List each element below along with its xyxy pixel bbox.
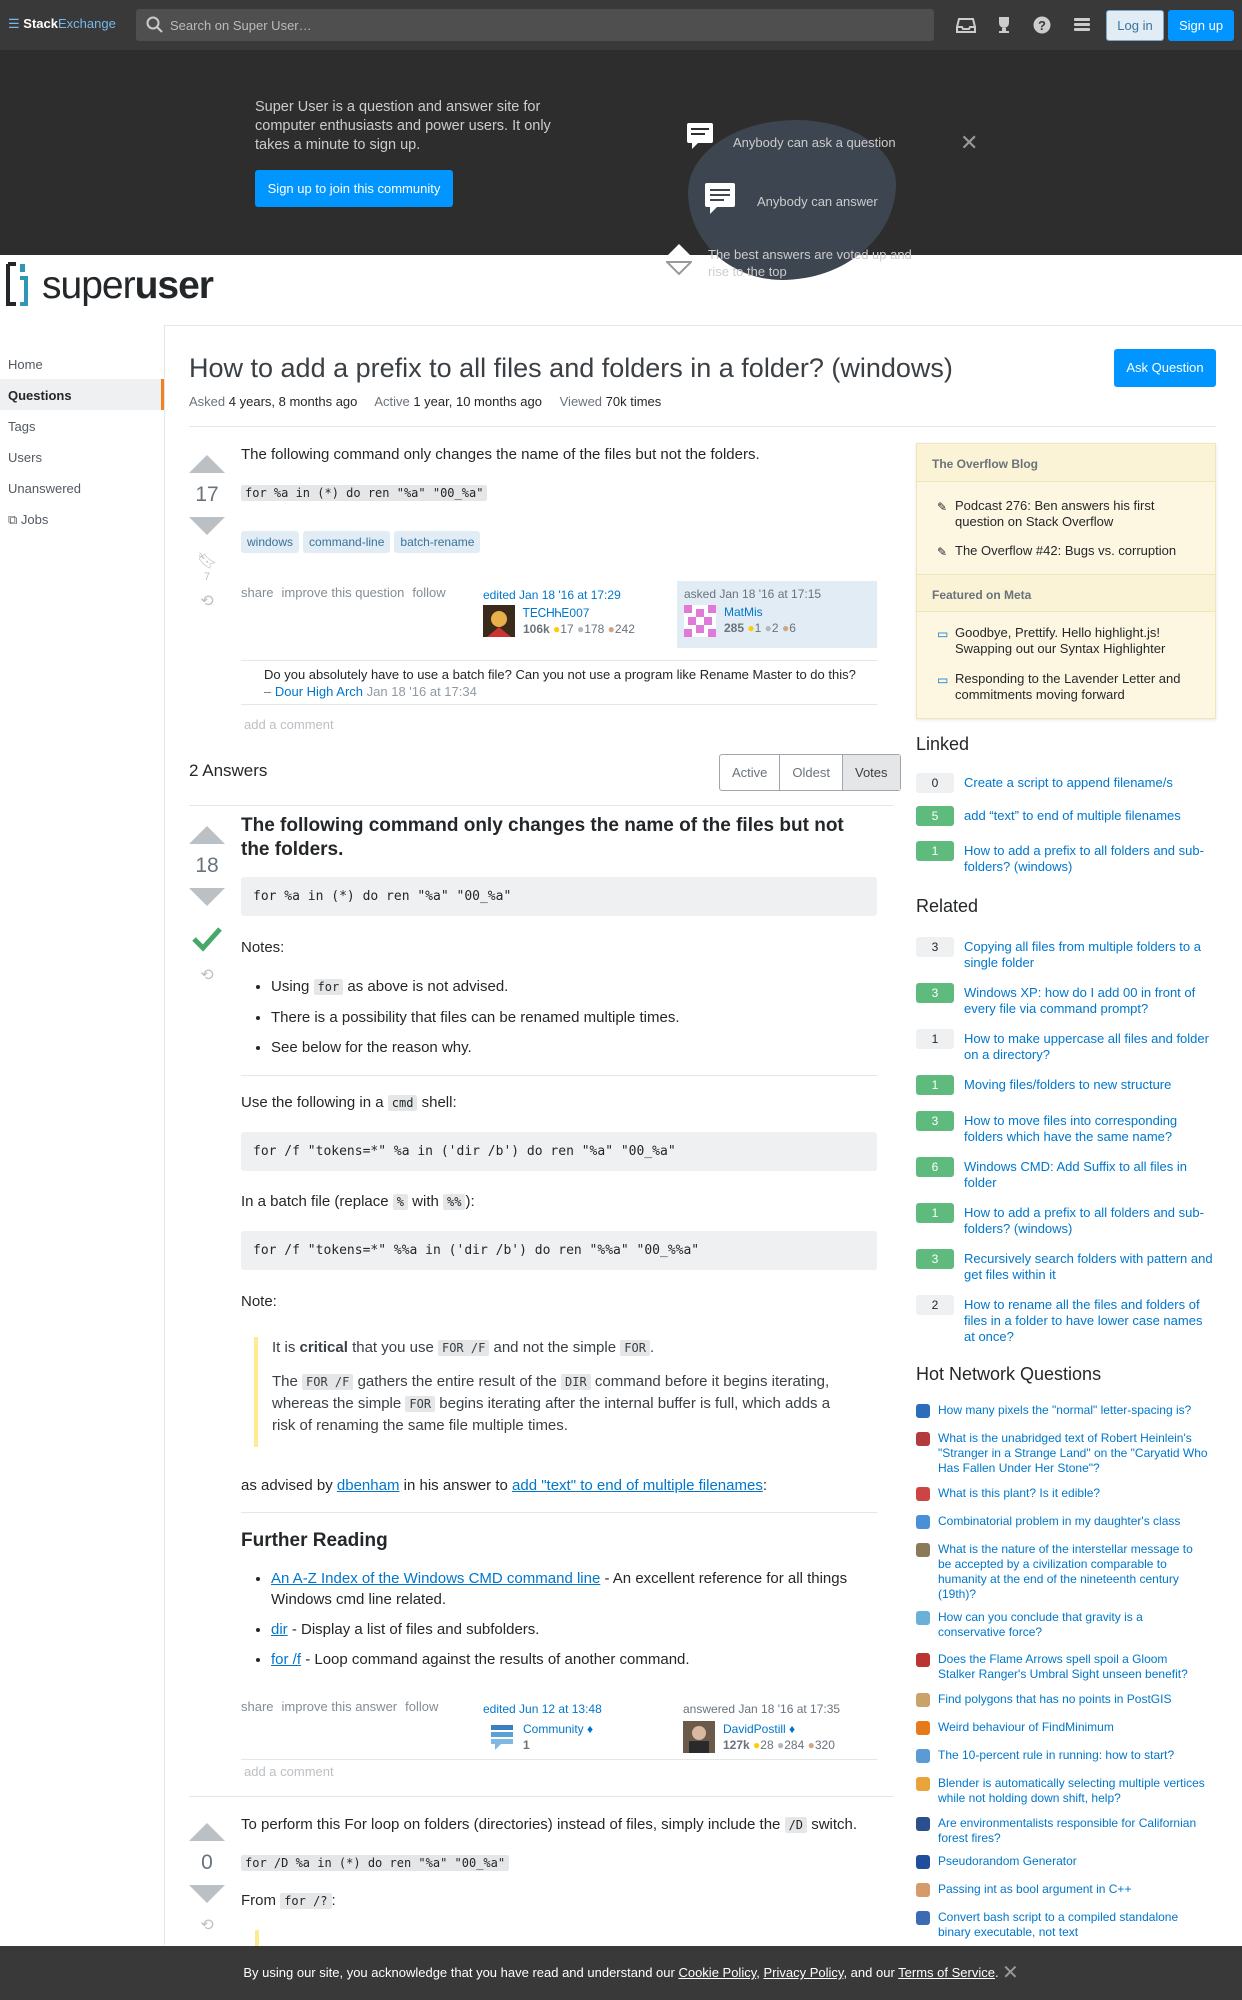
answer-heading: The following command only changes the name of the files but not the folders. [241,815,844,860]
cookie-policy-link[interactable]: Cookie Policy [678,1965,757,1980]
question-editor: edited Jan 18 '16 at 17:29 ᎢᎬᏟᎻᏂᎬ007 106k ●17 ●178 ●242 [483,588,635,636]
nav-tags[interactable]: Tags [8,419,36,434]
blog-header: The Overflow Blog [917,444,1215,482]
accepted-check-icon [192,926,222,952]
pencil-icon: ✎ [937,500,948,514]
site-icon [916,1653,930,1667]
downvote-button[interactable] [189,1885,225,1903]
help-icon[interactable] [1032,15,1052,35]
comment: Do you absolutely have to use a batch file? Can you not use a program like Rename Master to do this? – Dour High Arch Jan 18 '16 at 17:34 [264,667,856,699]
menu-icon: ☰ [8,16,20,31]
further-reading-list [241,1568,877,1679]
site-icon [916,1611,930,1625]
list-item: • dir - Display a list of files and subfolders. [271,1619,877,1640]
cookie-banner: By using our site, you acknowledge that you have read and understand our Cookie Policy, Privacy Policy, and our Terms of Service. ✕ [0,1946,1242,2000]
divider [241,660,877,661]
question-meta: Asked 4 years, 8 months ago Active 1 year, 10 months ago Viewed 70k times [189,394,662,409]
answer-bubble-icon [704,182,738,216]
site-icon [916,1404,930,1418]
moderator-diamond-icon: ♦ [789,1722,796,1736]
paragraph: From for /? : [241,1892,336,1909]
code-block: for %a in (*) do ren "%a" "00_%a" [241,877,877,916]
vote-count: 18 [195,854,219,877]
divider [241,1512,877,1513]
linked-item[interactable]: 0 Create a script to append filename/s [916,773,1216,795]
further-reading-heading: Further Reading [241,1530,388,1551]
search-icon [146,16,164,34]
external-link-icon: ⧉ [8,512,18,527]
downvote-button[interactable] [189,517,225,535]
history-icon[interactable]: ⟲ [200,1917,214,1934]
site-switcher-icon[interactable] [1072,15,1092,35]
top-bar [0,0,1242,50]
question-body: The following command only changes the name of the files but not the folders. [241,446,760,463]
vote-count: 17 [195,483,219,506]
question-vote-cell [187,455,227,611]
sort-votes[interactable]: Votes [843,755,900,790]
linked-item[interactable]: 5 add “text” to end of multiple filenames [916,806,1216,828]
vote-arrows-icon [666,242,692,278]
answer-link[interactable]: add "text" to end of multiple filenames [512,1477,763,1494]
answer-editor: edited Jun 12 at 13:48 Community ♦ 1 [483,1702,602,1752]
answer-body: To perform this For loop on folders (directories) instead of files, simply include the /D switch. [241,1816,858,1833]
ask-question-button[interactable]: Ask Question [1114,349,1216,387]
site-icon [916,1693,930,1707]
site-icon [916,1749,930,1763]
site-icon [916,1432,930,1446]
improve-link[interactable]: improve this answer [281,1699,398,1714]
follow-link[interactable]: follow [412,585,446,600]
answer-vote-cell [187,1823,227,1935]
close-icon[interactable]: ✕ [1002,1962,1019,1984]
sort-oldest[interactable]: Oldest [780,755,843,790]
achievements-icon[interactable] [994,15,1014,35]
bookmark-count: 7 [203,571,211,583]
list-item: • for /f - Loop command against the results of another command. [271,1649,877,1670]
linked-heading: Linked [916,734,970,754]
superuser-mark-icon [6,262,36,306]
nav-jobs[interactable]: ⧉ Jobs [8,512,49,527]
superuser-logo[interactable] [6,262,213,309]
paragraph: as advised by dbenham in his answer to add "text" to end of multiple filenames: [241,1477,767,1494]
nav-unanswered[interactable]: Unanswered [8,481,81,496]
notes-label: Notes: [241,939,285,956]
blog-item[interactable]: ✎ The Overflow #42: Bugs vs. corruption [937,543,1177,559]
blockquote-bar [255,1930,259,1946]
divider [189,426,1216,427]
site-icon [916,1487,930,1501]
site-icon [916,1515,930,1529]
question-bubble-icon [686,122,714,150]
follow-link[interactable]: follow [405,1699,439,1714]
bookmark-icon[interactable]: 🔖︎ [196,553,218,570]
answer-owner: answered Jan 18 '16 at 17:35 DavidPostill ♦ 127k ●28 ●284 ●320 [683,1702,841,1752]
notes-list [241,976,877,1067]
history-icon[interactable]: ⟲ [200,593,214,610]
answer-post-menu [241,1699,446,1714]
related-heading: Related [916,896,979,916]
list-item: • Using for as above is not advised. [271,976,877,998]
login-button[interactable]: Log in [1106,10,1164,41]
site-icon [916,1777,930,1791]
add-comment-link[interactable]: add a comment [244,1764,334,1779]
question-code: for %a in (*) do ren "%a" "00_%a" [241,485,487,501]
site-icon [916,1543,930,1557]
nav-users[interactable]: Users [8,450,42,465]
meta-header: Featured on Meta [917,574,1215,612]
meta-chat-icon: ▭ [937,627,949,641]
divider [241,1075,877,1076]
site-icon [916,1855,930,1869]
inbox-icon[interactable] [956,15,976,35]
blog-item[interactable]: ✎ Podcast 276: Ben answers his first question on Stack Overflow [937,498,1155,529]
signup-button[interactable]: Sign up [1168,10,1234,41]
avatar[interactable] [684,605,716,637]
nav-questions[interactable]: Questions [0,379,164,410]
tag-windows[interactable]: windows [241,531,299,553]
vote-count: 0 [201,1851,213,1874]
upvote-button[interactable] [189,826,225,844]
site-icon [916,1721,930,1735]
downvote-button[interactable] [189,888,225,906]
blockquote: It is critical that you use FOR /F and not the simple FOR . The FOR /F gathers the entire result of the DIR command before it begins iterating, whereas the simple FOR begins iterating after the internal buffer is full, which adds a risk of renaming the same file multiple times. [254,1337,854,1447]
overflow-blog-widget [916,443,1216,719]
hnq-heading: Hot Network Questions [916,1364,1102,1384]
site-icon [916,1817,930,1831]
privacy-policy-link[interactable]: Privacy Policy [763,1965,844,1980]
join-community-button[interactable]: Sign up to join this community [255,170,453,207]
meta-item[interactable]: ▭ Responding to the Lavender Letter and commitments moving forward [937,671,1181,702]
left-nav [0,348,164,534]
code-block: for /f "tokens=*" %a in ('dir /b') do ren "%a" "00_%a" [241,1132,877,1171]
hero-item-answer: Anybody can answer [757,194,878,209]
question-post-menu [241,585,454,600]
signup-hero [0,50,1242,279]
answers-count: 2 Answers [189,761,268,780]
add-comment-link[interactable]: add a comment [244,717,334,732]
improve-link[interactable]: improve this question [281,585,405,600]
tag-command-line[interactable]: command-line [303,531,390,553]
hero-text: Super User is a question and answer site for computer enthusiasts and power users. It only takes a minute to sign up. [255,99,551,153]
svg-text:?: ? [1038,18,1046,33]
avatar[interactable] [683,1721,715,1753]
note-label: Note: [241,1293,277,1310]
meta-chat-icon: ▭ [937,673,949,687]
answer-vote-cell [187,826,227,985]
hero-item-ask: Anybody can ask a question [733,135,896,150]
tag-list [241,531,484,553]
answer-sort-tabs [719,754,901,791]
stackexchange-logo[interactable]: ☰ StackExchange [8,16,116,31]
share-link[interactable]: share [241,1699,274,1714]
site-icon [916,1911,930,1925]
question-owner: asked Jan 18 '16 at 17:15 MatMis 285 ●1 ●2 ●6 [677,581,877,648]
divider [241,704,877,705]
superuser-wordmark: superuser [42,264,213,307]
divider [189,805,893,806]
sort-active[interactable]: Active [720,755,780,790]
paragraph: In a batch file (replace % with %% ): [241,1193,475,1210]
history-icon[interactable]: ⟲ [200,967,214,984]
pencil-icon: ✎ [937,545,948,559]
community-avatar[interactable] [487,1721,519,1753]
paragraph: Use the following in a cmd shell: [241,1094,457,1111]
moderator-diamond-icon: ♦ [587,1722,594,1736]
upvote-button[interactable] [189,1823,225,1841]
meta-item[interactable]: ▭ Goodbye, Prettify. Hello highlight.js! Swapping out our Syntax Highlighter [937,625,1166,656]
upvote-button[interactable] [189,455,225,473]
list-item: • See below for the reason why. [271,1037,877,1058]
question-title[interactable]: How to add a prefix to all files and folders in a folder? (windows) [189,353,953,383]
list-item: • There is a possibility that files can be renamed multiple times. [271,1007,877,1028]
divider [241,1759,877,1760]
list-item: • An A-Z Index of the Windows CMD command line - An excellent reference for all things Windows cmd line related. [271,1568,877,1610]
linked-item[interactable]: 1 How to add a prefix to all folders and sub-folders? (windows) [916,841,1216,877]
tag-batch-rename[interactable]: batch-rename [394,531,480,553]
nav-home[interactable]: Home [8,357,43,372]
code-block: for /f "tokens=*" %%a in ('dir /b') do ren "%%a" "00_%%a" [241,1231,877,1270]
site-icon [916,1883,930,1897]
user-link[interactable]: dbenham [336,1477,400,1494]
close-icon[interactable]: ✕ [960,130,979,155]
hero-item-vote: The best answers are voted up and rise to the top [708,247,912,279]
answer-code: for /D %a in (*) do ren "%a" "00_%a" [241,1855,509,1871]
terms-link[interactable]: Terms of Service [898,1965,995,1980]
share-link[interactable]: share [241,585,274,600]
search-input[interactable]: Search on Super User… [136,9,934,41]
avatar[interactable] [483,605,515,637]
divider [189,1796,893,1797]
